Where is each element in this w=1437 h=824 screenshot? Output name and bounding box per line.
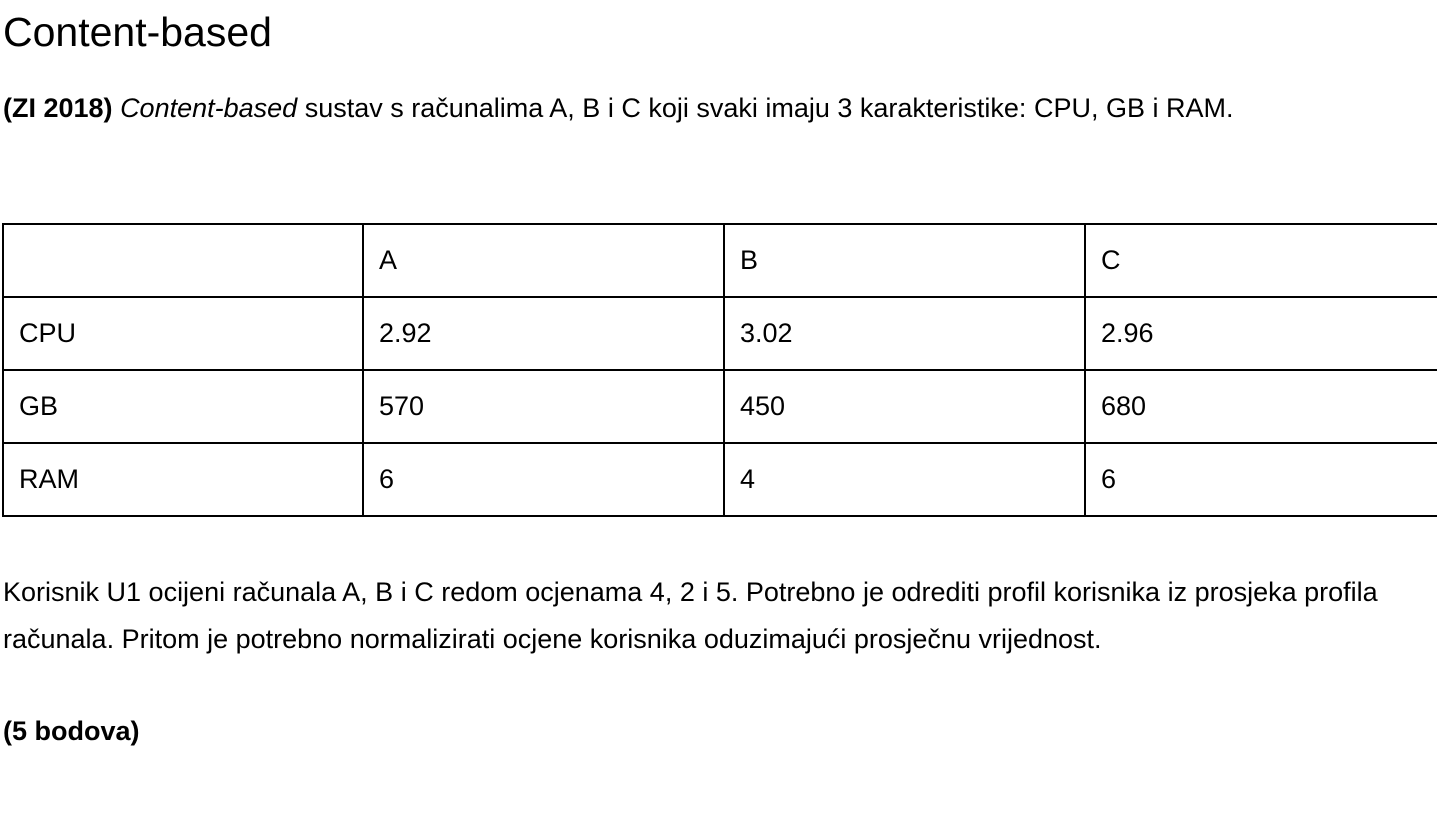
table-corner-cell [3,224,363,297]
task-description: Korisnik U1 ocijeni računala A, B i C redom ocjenama 4, 2 i 5. Potrebno je odrediti profil korisnika iz prosjeka profila računala. Pritom je potrebno normalizirati ocjene korisnika oduzimajući prosječnu vrijednost. [3,577,1378,654]
row-label-gb: GB [3,370,363,443]
table-row [3,297,1437,370]
table-header-row [3,224,1437,297]
table-cell: 3.02 [724,297,1085,370]
table-cell: 450 [724,370,1085,443]
computer-features-table [2,223,1437,517]
row-label-cpu: CPU [3,297,363,370]
page-title: Content-based [3,9,272,55]
task-intro [3,84,1423,132]
table-cell: 570 [363,370,724,443]
points-label: (5 bodova) [3,716,140,746]
task-emphasis: Content-based [120,93,298,123]
row-label-ram: RAM [3,443,363,516]
table-row [3,443,1437,516]
task-intro-text: sustav s računalima A, B i C koji svaki imaju 3 karakteristike: CPU, GB i RAM. [297,93,1234,123]
column-header-c: C [1085,224,1437,297]
table-cell: 2.96 [1085,297,1437,370]
column-header-a: A [363,224,724,297]
table-row [3,370,1437,443]
column-header-b: B [724,224,1085,297]
task-tag: (ZI 2018) [3,93,113,123]
table-cell: 4 [724,443,1085,516]
table-cell: 2.92 [363,297,724,370]
table-cell: 680 [1085,370,1437,443]
table-cell: 6 [1085,443,1437,516]
table-cell: 6 [363,443,724,516]
